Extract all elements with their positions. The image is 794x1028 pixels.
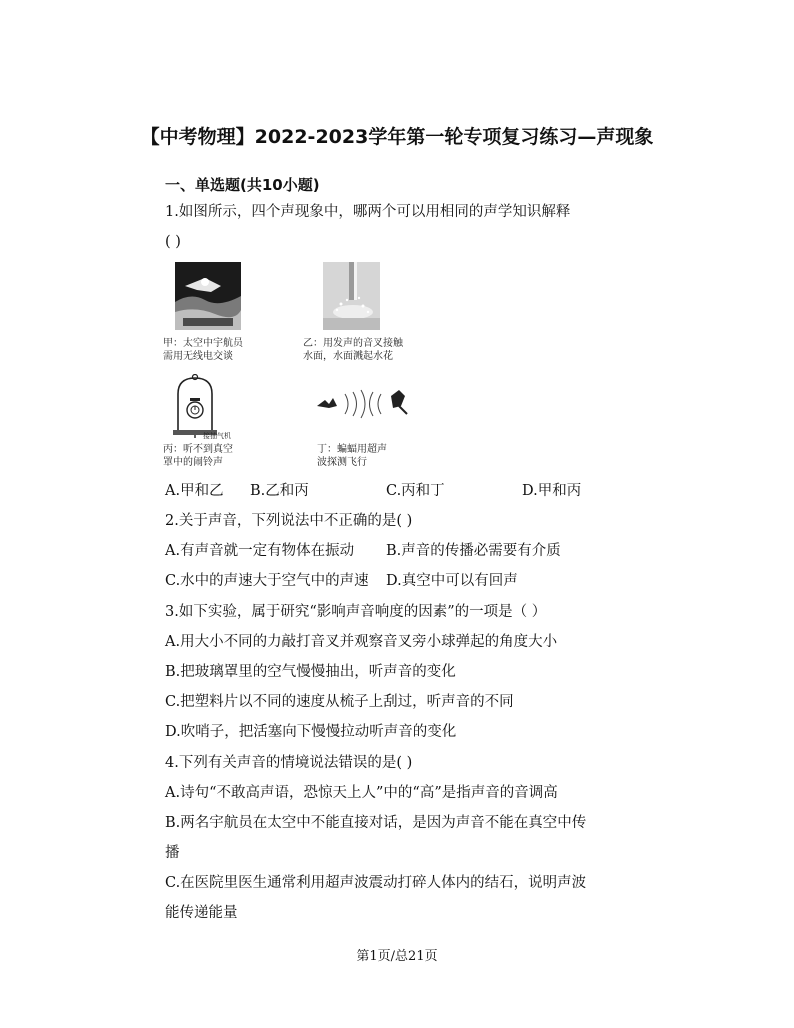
page-footer: 第1页/总21页 — [356, 949, 438, 964]
question-2-option-a: A.有声音就一定有物体在振动 — [165, 543, 355, 559]
question-1-stem: 1.如图所示，四个声现象中，哪两个可以用相同的声学知识解释 — [165, 204, 571, 220]
caption-bing-line-1: 丙：听不到真空 — [163, 444, 233, 455]
question-2-option-d: D.真空中可以有回声 — [386, 573, 518, 589]
question-3-option-c: C.把塑料片以不同的速度从梳子上刮过，听声音的不同 — [165, 694, 514, 710]
question-3-option-d: D.吹哨子，把活塞向下慢慢拉动听声音的变化 — [165, 724, 457, 740]
question-4-option-c-line-1: C.在医院里医生通常利用超声波震动打碎人体内的结石，说明声波 — [165, 875, 587, 891]
question-2-stem: 2.关于声音，下列说法中不正确的是( ) — [165, 513, 413, 529]
caption-ding-line-1: 丁：蝙蝠用超声 — [317, 444, 387, 455]
section-heading: 一、单选题(共10小题) — [165, 176, 320, 194]
question-2-option-c: C.水中的声速大于空气中的声速 — [165, 573, 369, 589]
caption-ding-line-2: 波探测飞行 — [317, 457, 367, 468]
bell-jar-alarm-image — [170, 374, 220, 438]
astronaut-space-image — [175, 262, 241, 330]
question-3-stem: 3.如下实验，属于研究“影响声音响度的因素”的一项是（ ） — [165, 604, 547, 620]
question-4-stem: 4.下列有关声音的情境说法错误的是( ) — [165, 755, 413, 771]
tuning-fork-water-image — [323, 262, 380, 330]
question-4-option-c-line-2: 能传递能量 — [165, 905, 238, 921]
question-3-option-b: B.把玻璃罩里的空气慢慢抽出，听声音的变化 — [165, 664, 456, 680]
question-4-option-a: A.诗句“不敢高声语，恐惊天上人”中的“高”是指声音的音调高 — [165, 785, 558, 801]
question-1-option-a: A.甲和乙 — [165, 483, 224, 499]
caption-yi-line-1: 乙：用发声的音叉接触 — [303, 338, 403, 349]
caption-jia-line-1: 甲：太空中宇航员 — [163, 338, 243, 349]
question-2-option-b: B.声音的传播必需要有介质 — [386, 543, 561, 559]
bat-ultrasound-image — [315, 386, 410, 422]
question-4-option-b-line-1: B.两名宇航员在太空中不能直接对话，是因为声音不能在真空中传 — [165, 815, 587, 831]
caption-jia-line-2: 需用无线电交谈 — [163, 351, 233, 362]
question-1-option-b: B.乙和丙 — [250, 483, 309, 499]
caption-yi-line-2: 水面，水面溅起水花 — [303, 351, 393, 362]
caption-pump-label: 接抽气机 — [203, 432, 231, 440]
question-1-blank: ( ) — [165, 234, 181, 250]
question-1-option-c: C.丙和丁 — [386, 483, 445, 499]
question-4-option-b-line-2: 播 — [165, 845, 180, 861]
caption-bing-line-2: 罩中的闹铃声 — [163, 457, 223, 468]
page-title: 【中考物理】2022-2023学年第一轮专项复习练习—声现象 — [140, 126, 654, 148]
question-3-option-a: A.用大小不同的力敲打音叉并观察音叉旁小球弹起的角度大小 — [165, 634, 558, 650]
question-1-option-d: D.甲和丙 — [522, 483, 582, 499]
